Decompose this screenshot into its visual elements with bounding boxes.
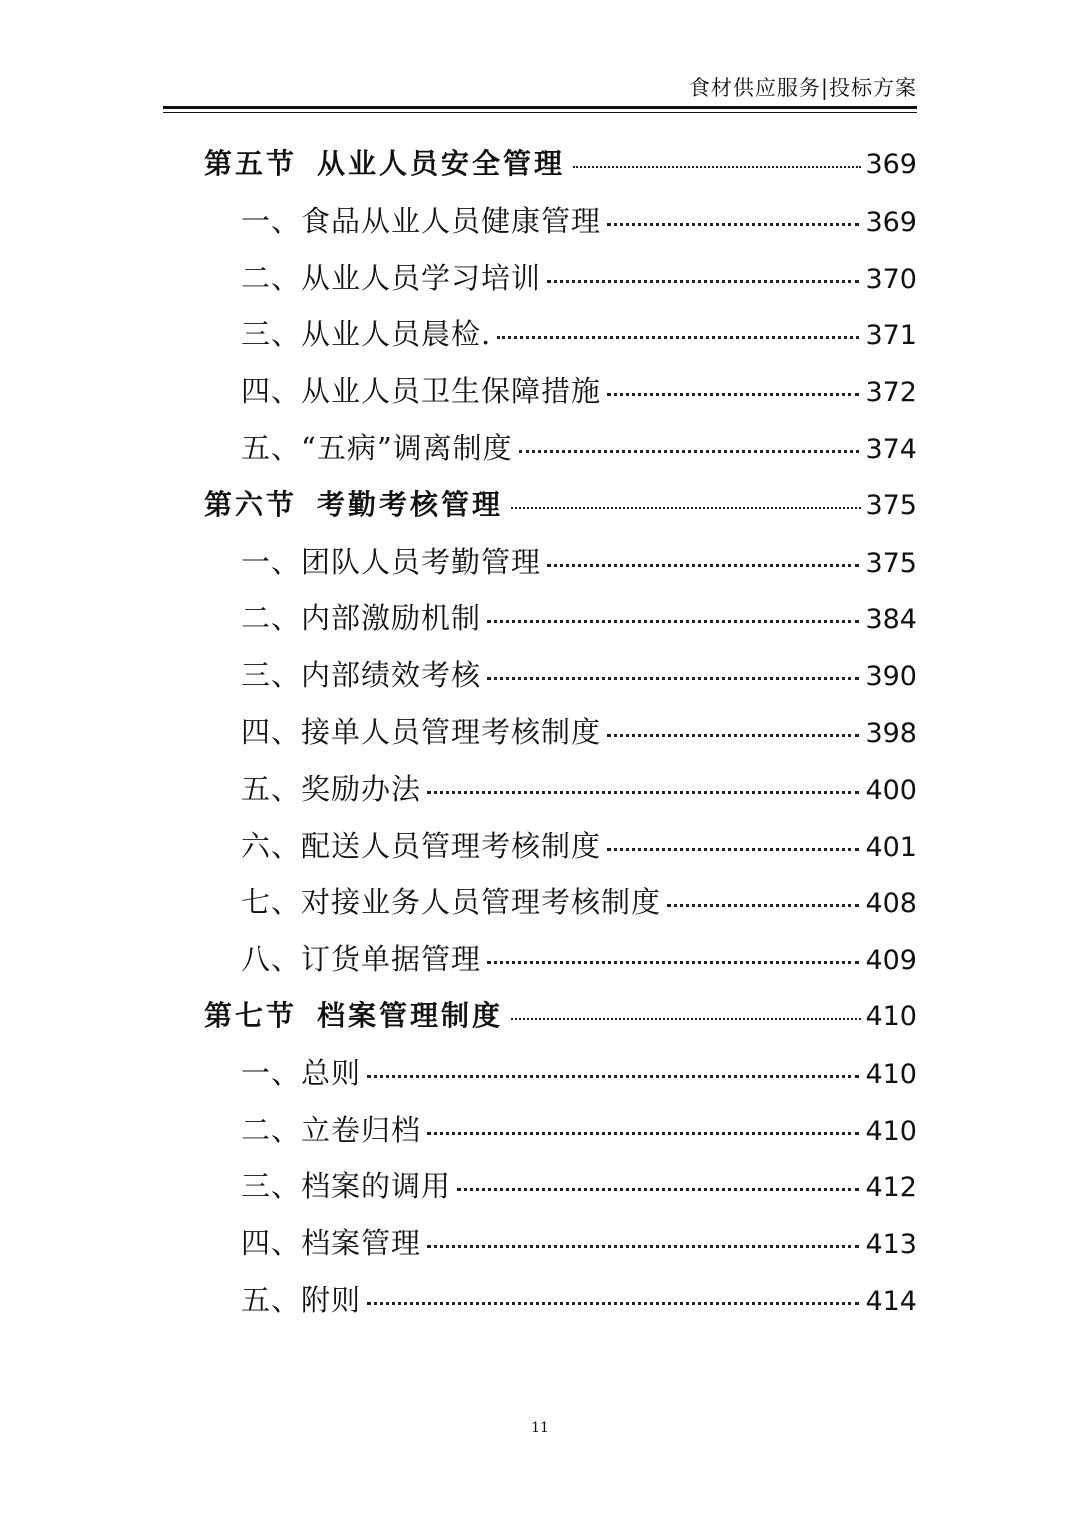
toc-entry-title: 立卷归档: [301, 1112, 422, 1147]
toc-entry-title: 内部绩效考核: [301, 658, 482, 693]
toc-page-number: 369: [865, 149, 917, 180]
toc-page-number: 370: [865, 263, 917, 295]
toc-entry-title: 订货单据管理: [301, 942, 482, 977]
toc-dot-leader: [607, 223, 859, 226]
running-header: 食材供应服务|投标方案: [688, 76, 917, 100]
toc-dot-leader: [367, 1302, 859, 1305]
toc-page-number: 371: [865, 320, 917, 352]
toc-section-row[interactable]: [204, 483, 917, 523]
toc-entry-number: 六、: [241, 828, 302, 863]
toc-entry-title: 从业人员卫生保障措施: [301, 374, 602, 409]
toc-entry-title: 从业人员学习培训: [301, 260, 542, 295]
toc-dot-leader: [511, 507, 861, 509]
toc-dot-leader: [573, 166, 861, 168]
toc-dot-leader: [607, 393, 859, 396]
toc-dot-leader: [427, 1245, 859, 1248]
toc-entry-title: 档案管理制度: [317, 999, 504, 1032]
toc-dot-leader: [367, 1075, 859, 1078]
toc-page-number: 410: [865, 1058, 917, 1090]
toc-page-number: 384: [865, 604, 917, 636]
toc-item-row[interactable]: [241, 824, 917, 865]
toc-entry-title: 档案的调用: [301, 1169, 452, 1204]
toc-entry-number: 三、: [241, 658, 302, 693]
toc-entry-title: 档案管理: [301, 1226, 422, 1261]
toc-item-row[interactable]: [241, 1221, 917, 1262]
toc-dot-leader: [497, 336, 859, 339]
toc-dot-leader: [511, 1018, 861, 1020]
header-rule-thick: [163, 106, 917, 109]
toc-entry-title: 食品从业人员健康管理: [301, 203, 602, 238]
toc-entry-number: 第五节: [204, 147, 298, 180]
toc-dot-leader: [487, 620, 859, 623]
toc-page-number: 410: [865, 1001, 917, 1032]
toc-item-row[interactable]: [241, 1108, 917, 1149]
toc-entry-number: 一、: [241, 1055, 302, 1090]
toc-page-number: 409: [865, 945, 917, 977]
toc-entry-number: 第七节: [204, 999, 298, 1032]
toc-entry-title: 团队人员考勤管理: [301, 544, 542, 579]
page-number: 11: [531, 1420, 549, 1436]
toc-entry-number: 七、: [241, 885, 302, 920]
toc-entry-number: 二、: [241, 1112, 302, 1147]
toc-item-row[interactable]: [241, 767, 917, 808]
toc-entry-title: 从业人员晨检.: [301, 317, 492, 352]
toc-item-row[interactable]: [241, 426, 917, 467]
toc-entry-number: 八、: [241, 942, 302, 977]
toc-item-row[interactable]: [241, 369, 917, 410]
toc-entry-title: 奖励办法: [301, 771, 422, 806]
toc-page-number: 414: [865, 1286, 917, 1317]
header-rule-thin: [163, 112, 917, 113]
toc-page-number: 372: [865, 377, 917, 409]
toc-entry-title: “五病”调离制度: [301, 431, 513, 465]
toc-item-row[interactable]: [241, 710, 917, 751]
toc-item-row[interactable]: [241, 653, 917, 694]
toc-entry-number: 四、: [241, 1226, 302, 1261]
toc-dot-leader: [607, 848, 859, 851]
toc-entry-title: 从业人员安全管理: [317, 147, 566, 180]
toc-page-number: 401: [865, 831, 917, 863]
toc-item-row[interactable]: [241, 937, 917, 978]
toc-page-number: 369: [865, 206, 917, 238]
toc-entry-number: 二、: [241, 601, 302, 636]
toc-entry-title: 总则: [301, 1055, 362, 1090]
toc-page-number: 412: [865, 1172, 917, 1204]
toc-dot-leader: [607, 734, 859, 737]
toc-entry-title: 考勤考核管理: [317, 487, 504, 521]
toc-entry-number: 一、: [241, 203, 302, 238]
toc-entry-number: 四、: [241, 374, 302, 409]
toc-dot-leader: [547, 564, 859, 567]
toc-section-row[interactable]: [204, 994, 917, 1034]
toc-page-number: 400: [865, 774, 917, 806]
toc-dot-leader: [667, 904, 859, 907]
toc-item-row[interactable]: [241, 540, 917, 581]
toc-entry-number: 三、: [241, 317, 302, 352]
toc-page-number: 408: [865, 888, 917, 920]
toc-page-number: 410: [865, 1115, 917, 1147]
toc-entry-number: 一、: [241, 544, 302, 579]
toc-item-row[interactable]: [241, 1051, 917, 1092]
toc-entry-title: 接单人员管理考核制度: [301, 715, 602, 749]
toc-entry-number: 五、: [241, 431, 302, 465]
toc-entry-title: 附则: [301, 1283, 362, 1317]
toc-item-row[interactable]: [241, 596, 917, 637]
toc-dot-leader: [427, 1132, 859, 1135]
toc-entry-number: 五、: [241, 1283, 302, 1317]
toc-section-row[interactable]: [204, 142, 917, 182]
toc-dot-leader: [457, 1188, 859, 1191]
toc-dot-leader: [519, 450, 860, 453]
toc-entry-number: 第六节: [204, 487, 298, 521]
toc-entry-number: 三、: [241, 1169, 302, 1204]
toc-item-row[interactable]: [241, 199, 917, 240]
toc-dot-leader: [427, 791, 859, 794]
toc-item-row[interactable]: [241, 880, 917, 921]
toc-page-number: 390: [865, 661, 917, 693]
toc-entry-title: 内部激励机制: [301, 601, 482, 636]
toc-item-row[interactable]: [241, 256, 917, 297]
toc-entry-title: 配送人员管理考核制度: [301, 828, 602, 863]
toc-item-row[interactable]: [241, 1164, 917, 1205]
toc-item-row[interactable]: [241, 312, 917, 353]
toc-page-number: 375: [865, 489, 917, 521]
toc-entry-number: 四、: [241, 715, 302, 749]
toc-item-row[interactable]: [241, 1278, 917, 1319]
toc-entry-title: 对接业务人员管理考核制度: [301, 885, 662, 920]
toc-entry-number: 二、: [241, 260, 302, 295]
toc-page-number: 398: [865, 718, 917, 749]
toc-entry-number: 五、: [241, 771, 302, 806]
toc-dot-leader: [547, 280, 859, 283]
toc-page-number: 375: [865, 547, 917, 579]
toc-dot-leader: [487, 677, 859, 680]
toc-page-number: 413: [865, 1229, 917, 1261]
toc-page-number: 374: [865, 434, 917, 465]
toc-dot-leader: [487, 961, 859, 964]
